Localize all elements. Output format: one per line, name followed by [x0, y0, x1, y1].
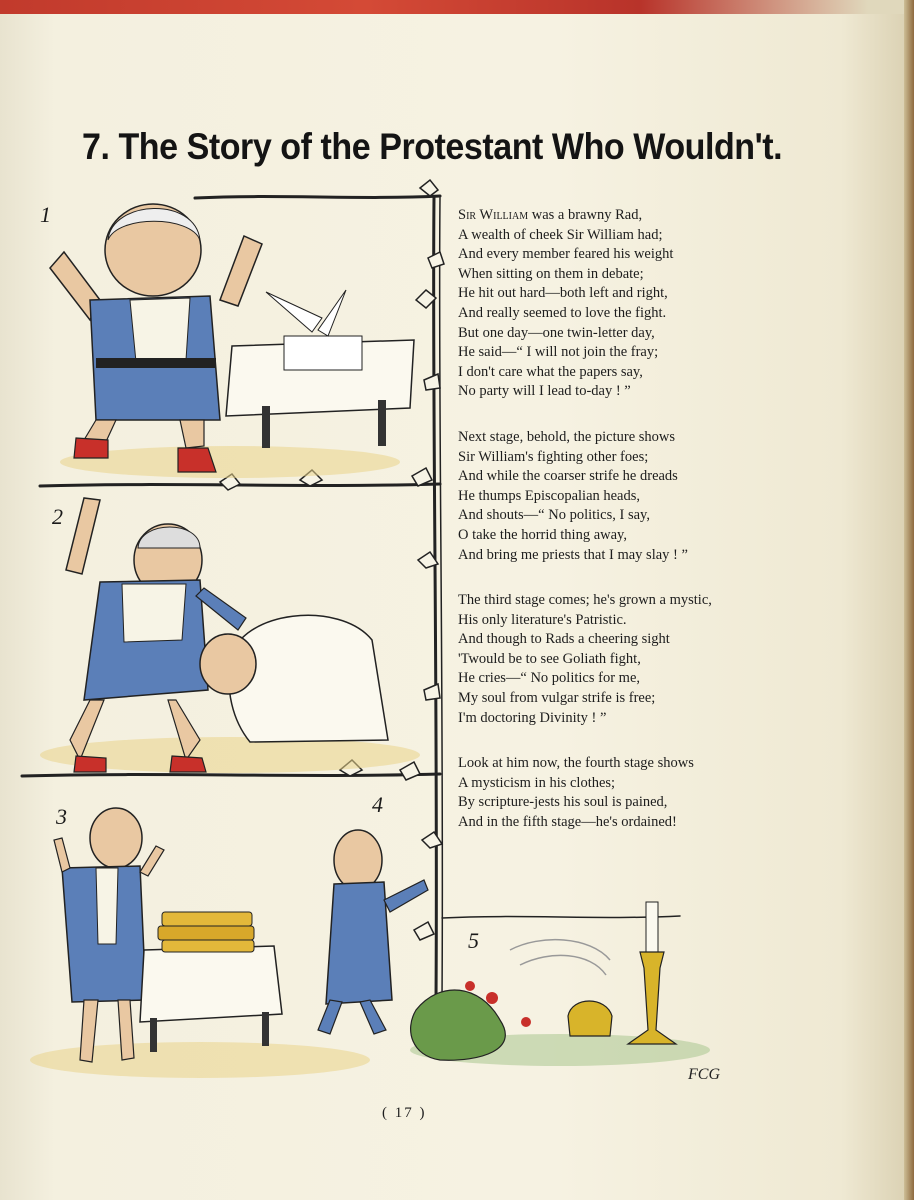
line-text: The third stage comes; he's grown a mystic,	[458, 592, 712, 609]
poem-line	[458, 813, 798, 833]
poem-line	[458, 611, 798, 631]
poem-line	[458, 448, 798, 468]
poem-line	[458, 669, 798, 689]
poem-line	[458, 591, 798, 611]
line-text: When sitting on them in debate;	[458, 265, 644, 282]
panel-2-figures	[66, 498, 388, 772]
line-text: But one day—one twin-letter day,	[458, 324, 655, 341]
poem-line	[458, 689, 798, 709]
line-text: I don't care what the papers say,	[458, 363, 643, 380]
stanza-1	[458, 206, 798, 402]
stanza-4	[458, 754, 798, 832]
poem-line	[458, 245, 798, 265]
panel-1-figure	[50, 204, 262, 472]
poem-line	[458, 506, 798, 526]
line-text: He cries—“ No politics for me,	[458, 670, 641, 687]
stanza-3	[458, 591, 798, 728]
panel-number-3: 3	[56, 804, 67, 829]
poem-line	[458, 754, 798, 774]
line-text: A mysticism in his clothes;	[458, 774, 616, 791]
poem-line	[458, 526, 798, 546]
poem-line	[458, 363, 798, 383]
line-text: I'm doctoring Divinity ! ”	[458, 709, 607, 726]
small-caps-name: Sir William	[458, 207, 529, 223]
poem-line	[458, 226, 798, 246]
line-text: He hit out hard—both left and right,	[458, 285, 668, 302]
panel-1-table	[226, 290, 414, 448]
poem-line	[458, 428, 798, 448]
panel-3-figure	[54, 808, 282, 1062]
panel-number-4: 4	[372, 792, 383, 817]
panel-number-2: 2	[52, 504, 63, 529]
line-text: And really seemed to love the fight.	[458, 304, 667, 321]
line-text: My soul from vulgar strife is free;	[458, 690, 656, 707]
poem-line	[458, 774, 798, 794]
page-title: 7. The Story of the Protestant Who Wouldn't.	[82, 126, 783, 167]
poem-line	[458, 487, 798, 507]
poem-line	[458, 467, 798, 487]
poem-line	[458, 324, 798, 344]
poem-line	[458, 304, 798, 324]
artist-signature: FCG	[688, 1066, 720, 1083]
panel-4-figure	[318, 830, 428, 1034]
line-text: His only literature's Patristic.	[458, 611, 627, 628]
poem-line	[458, 793, 798, 813]
poem-line	[458, 630, 798, 650]
line-text: And every member feared his weight	[458, 246, 674, 263]
line-text: And in the fifth stage—he's ordained!	[458, 814, 677, 831]
line-text: O take the horrid thing away,	[458, 526, 627, 543]
line-text: By scripture-jests his soul is pained,	[458, 794, 668, 811]
line-text: Sir William's fighting other foes;	[458, 448, 649, 465]
panel-number-5: 5	[468, 928, 479, 953]
page-number: ( 17 )	[382, 1105, 427, 1121]
poem-line	[458, 650, 798, 670]
line-text: Look at him now, the fourth stage shows	[458, 755, 694, 772]
line-text: He thumps Episcopalian heads,	[458, 487, 641, 504]
poem-text	[458, 206, 798, 859]
poem-line	[458, 343, 798, 363]
line-text: He said—“ I will not join the fray;	[458, 344, 659, 361]
line-text: And bring me priests that I may slay ! ”	[458, 546, 688, 563]
poem-line	[458, 206, 798, 226]
line-text: was a brawny Rad,	[528, 207, 643, 223]
stanza-2	[458, 428, 798, 565]
poem-line	[458, 546, 798, 566]
line-text: And while the coarser strife he dreads	[458, 468, 678, 485]
poem-line	[458, 284, 798, 304]
poem-line	[458, 709, 798, 729]
poem-line	[458, 382, 798, 402]
line-text: Next stage, behold, the picture shows	[458, 428, 676, 445]
line-text: A wealth of cheek Sir William had;	[458, 226, 663, 243]
poem-line	[458, 265, 798, 285]
line-text: And though to Rads a cheering sight	[458, 631, 670, 648]
panel-number-1: 1	[40, 202, 51, 227]
line-text: And shouts—“ No politics, I say,	[458, 507, 650, 524]
line-text: 'Twould be to see Goliath fight,	[458, 650, 641, 667]
line-text: No party will I lead to-day ! ”	[458, 383, 631, 400]
